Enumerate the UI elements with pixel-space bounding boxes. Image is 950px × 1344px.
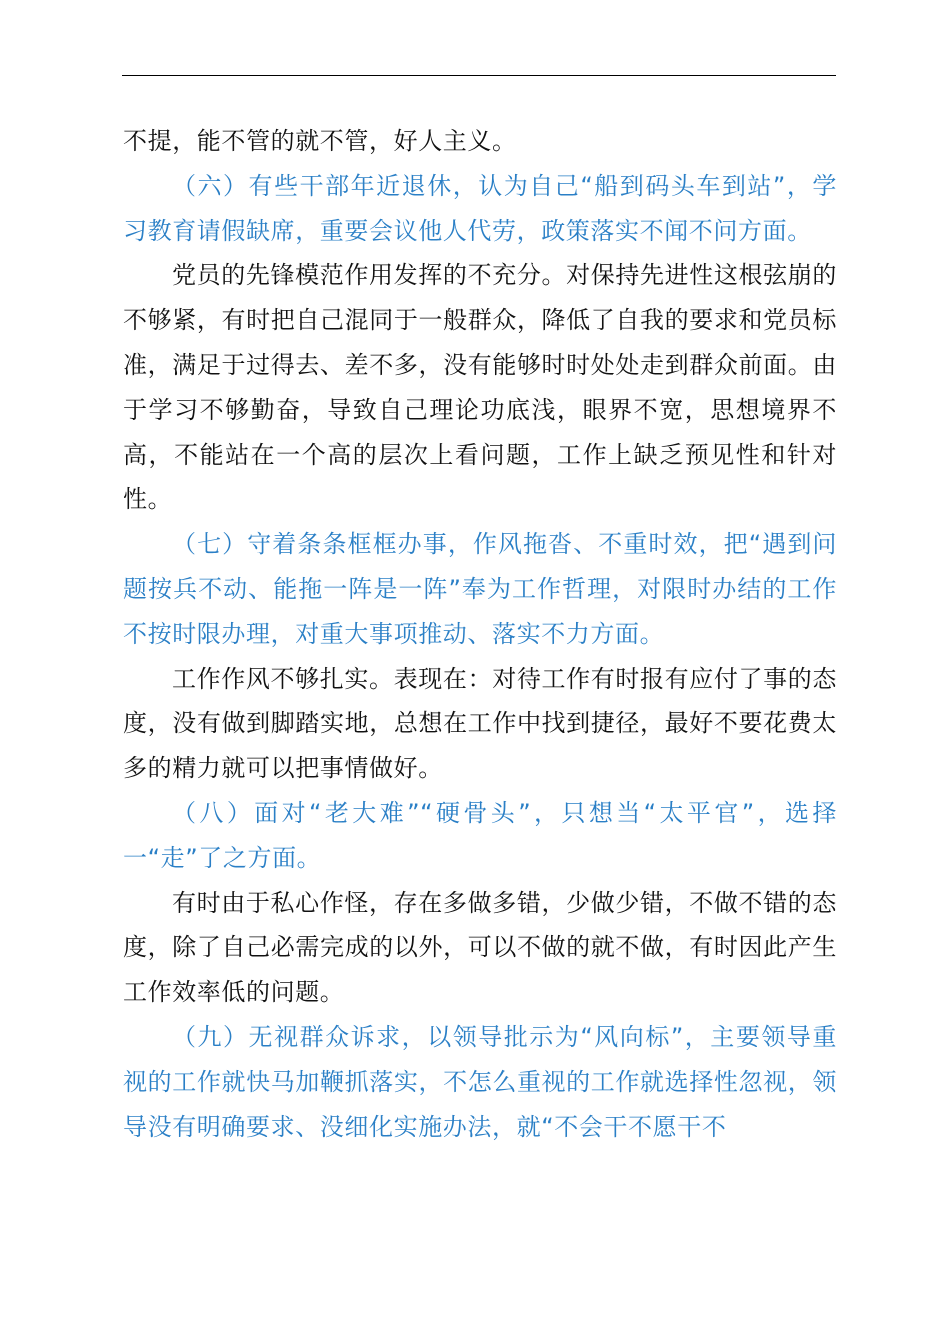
section-heading-9: （九）无视群众诉求，以领导批示为“风向标”，主要领导重视的工作就快马加鞭抓落实，不怎么重视的工作就选择性忽视，领导没有明确要求、没细化实施办法，就“不会干不愿干不 [123,1022,837,1141]
paragraph-body: 党员的先锋模范作用发挥的不充分。对保持先进性这根弦崩的不够紧，有时把自己混同于一般群众，降低了自我的要求和党员标准，满足于过得去、差不多，没有能够时时处处走到群众前面。由于学习不够勤奋，导致自己理论功底浅，眼界不宽，思想境界不高，不能站在一个高的层次上看问题，工作上缺乏预见性和针对性。 [123,261,837,514]
header-rule [122,75,836,76]
section-heading-8: （八）面对“老大难”“硬骨头”，只想当“太平官”，选择一“走”了之方面。 [123,798,837,872]
section-heading-6: （六）有些干部年近退休，认为自己“船到码头车到站”，学习教育请假缺席，重要会议他人代劳，政策落实不闻不问方面。 [123,171,837,245]
document-body [123,119,837,1149]
paragraph-body: 有时由于私心作怪，存在多做多错，少做少错，不做不错的态度，除了自己必需完成的以外，可以不做的就不做，有时因此产生工作效率低的问题。 [123,888,837,1007]
paragraph-body: 工作作风不够扎实。表现在：对待工作有时报有应付了事的态度，没有做到脚踏实地，总想在工作中找到捷径，最好不要花费太多的精力就可以把事情做好。 [123,664,837,783]
paragraph-continuation: 不提，能不管的就不管，好人主义。 [123,127,517,155]
section-heading-7: （七）守着条条框框办事，作风拖沓、不重时效，把“遇到问题按兵不动、能拖一阵是一阵”奉为工作哲理，对限时办结的工作不按时限办理，对重大事项推动、落实不力方面。 [123,530,837,648]
